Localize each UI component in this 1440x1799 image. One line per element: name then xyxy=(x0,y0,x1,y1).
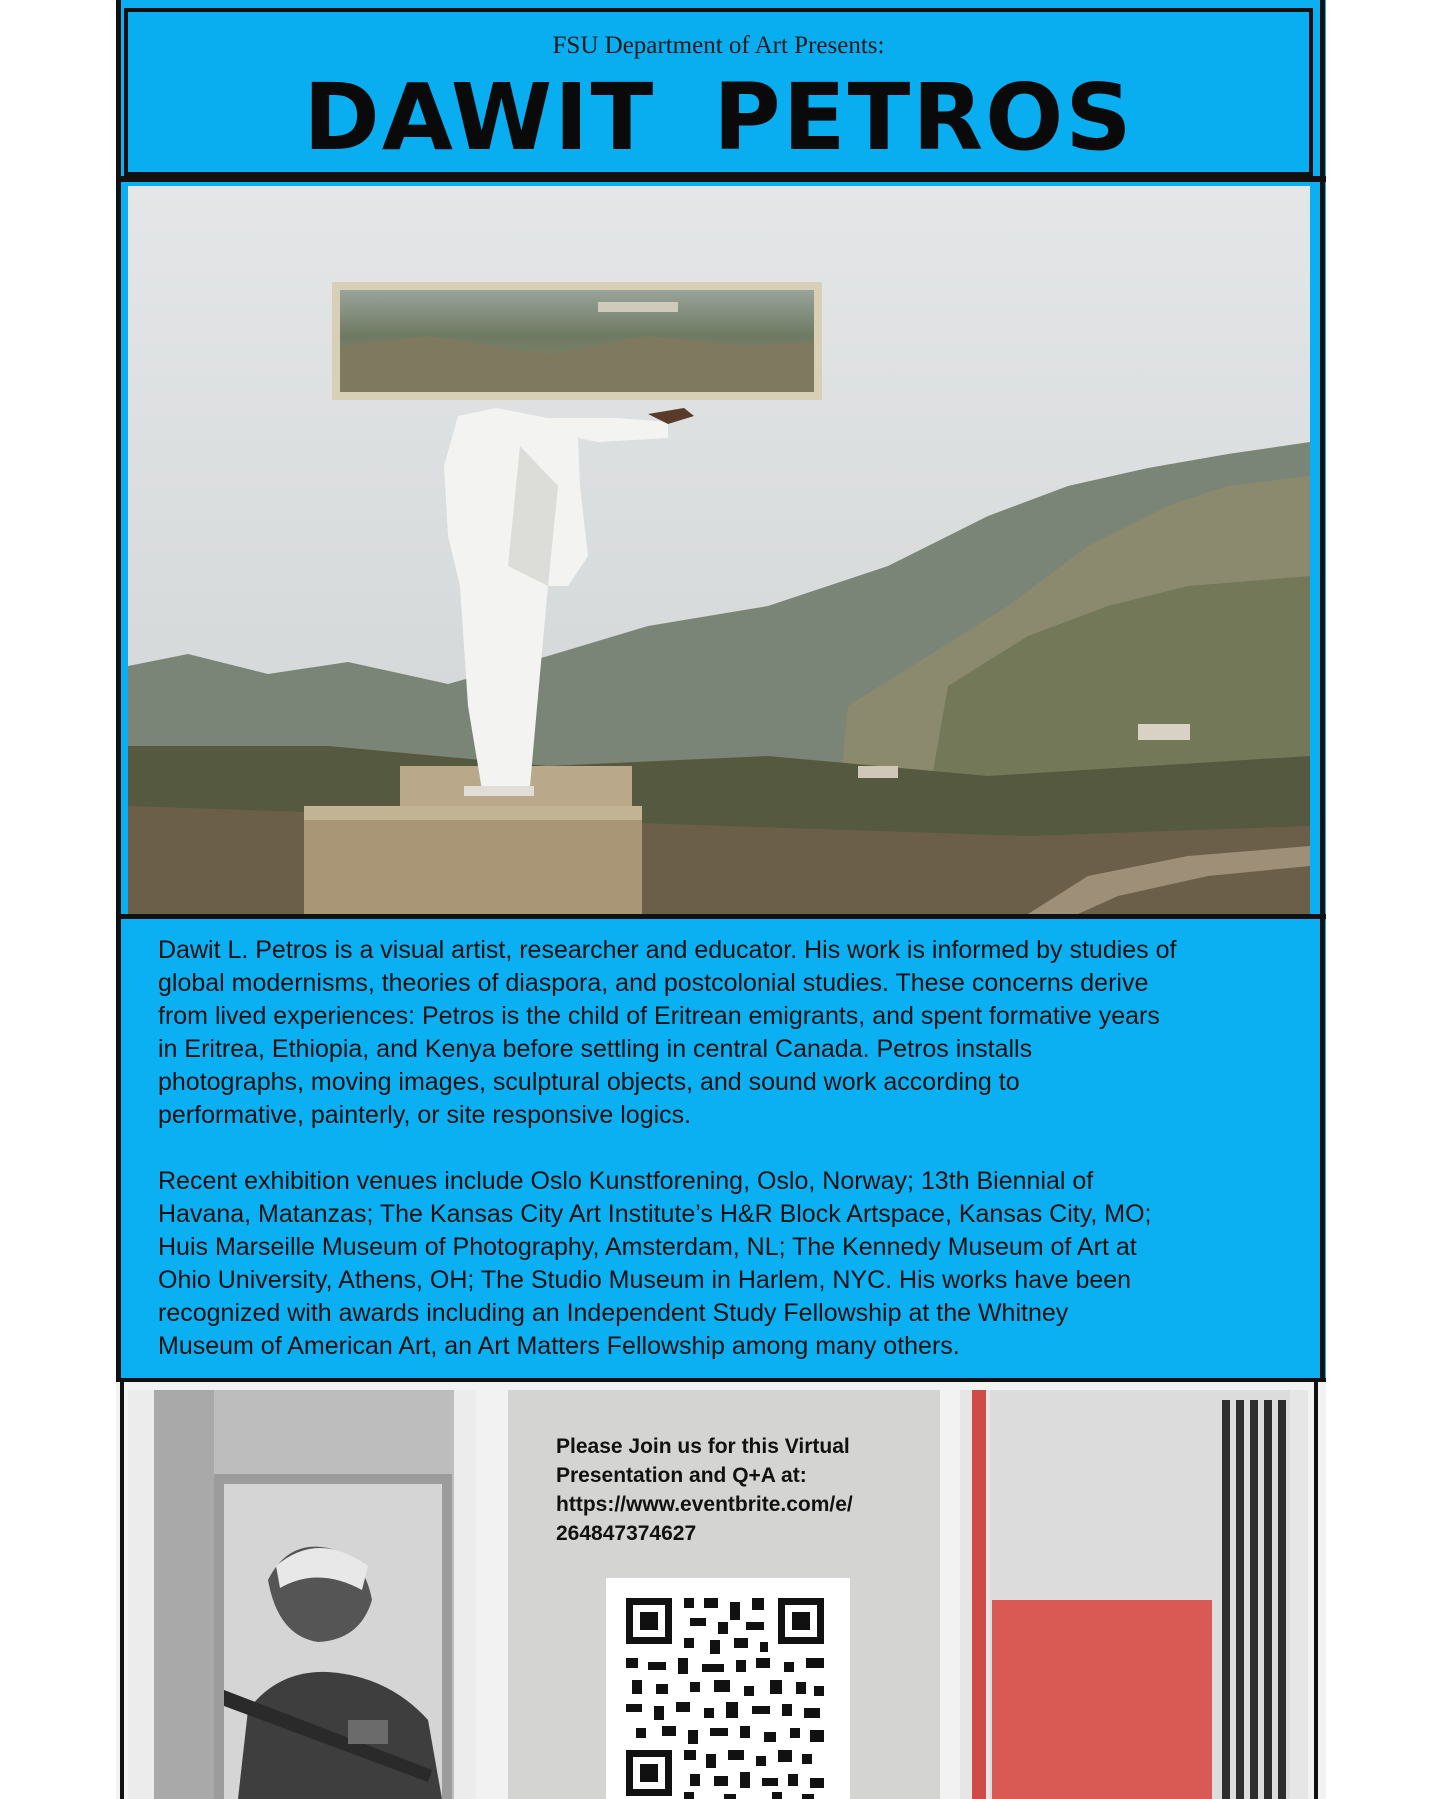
bio-line: photographs, moving images, sculptural objects, and sound work according to xyxy=(158,1068,1020,1096)
artist-biography xyxy=(158,934,1308,1396)
bottom-left-rule xyxy=(120,1382,124,1799)
bio-line: from lived experiences: Petros is the child of Eritrean emigrants, and spent formative years xyxy=(158,1002,1160,1030)
bio-line: performative, painterly, or site responsive logics. xyxy=(158,1101,692,1129)
bio-line: in Eritrea, Ethiopia, and Kenya before settling in central Canada. Petros installs xyxy=(158,1035,1033,1063)
header-divider xyxy=(116,176,1326,182)
bottom-right-rule xyxy=(1314,1382,1318,1799)
invitation-line: Please Join us for this Virtual xyxy=(556,1435,850,1458)
event-link[interactable]: https://www.eventbrite.com/e/ xyxy=(556,1493,853,1516)
bio-line: Havana, Matanzas; The Kansas City Art Institute’s H&R Block Artspace, Kansas City, MO; xyxy=(158,1200,1152,1228)
bottom-section xyxy=(116,1382,1326,1799)
abstract-red-artwork xyxy=(960,1390,1308,1799)
artwork-panel-right xyxy=(960,1390,1308,1799)
artwork-panel-left xyxy=(128,1390,476,1799)
event-info-panel xyxy=(508,1390,940,1799)
qr-code-icon[interactable] xyxy=(606,1578,850,1799)
bio-line: Recent exhibition venues include Oslo Kunstforening, Oslo, Norway; 13th Biennial of xyxy=(158,1167,1094,1195)
bio-line: recognized with awards including an Independent Study Fellowship at the Whitney xyxy=(158,1299,1069,1327)
invitation-line: Presentation and Q+A at: xyxy=(556,1464,807,1487)
bio-line: Ohio University, Athens, OH; The Studio Museum in Harlem, NYC. His works have been xyxy=(158,1266,1132,1294)
archival-portrait-artwork xyxy=(128,1390,476,1799)
qr-code-graphic xyxy=(606,1578,850,1799)
photo-divider xyxy=(116,914,1326,919)
artwork-photograph xyxy=(128,186,1310,914)
bio-paragraph-1 xyxy=(158,934,1308,1132)
presenter-line: FSU Department of Art Presents: xyxy=(552,32,885,59)
event-poster xyxy=(116,0,1326,1799)
bio-line: global modernisms, theories of diaspora, and postcolonial studies. These concerns derive xyxy=(158,969,1149,997)
event-invitation xyxy=(556,1432,916,1548)
event-id[interactable]: 264847374627 xyxy=(556,1522,697,1545)
exhibitions-paragraph xyxy=(158,1165,1308,1363)
artist-name-title: DAWIT PETROS xyxy=(303,64,1134,171)
bio-line: Huis Marseille Museum of Photography, Amsterdam, NL; The Kennedy Museum of Art at xyxy=(158,1233,1137,1261)
bio-line: Museum of American Art, an Art Matters Fellowship among many others. xyxy=(158,1332,960,1360)
landscape-with-figure-image xyxy=(128,186,1310,914)
poster-header xyxy=(124,8,1313,176)
bio-line: Dawit L. Petros is a visual artist, researcher and educator. His work is informed by studies of xyxy=(158,936,1177,964)
